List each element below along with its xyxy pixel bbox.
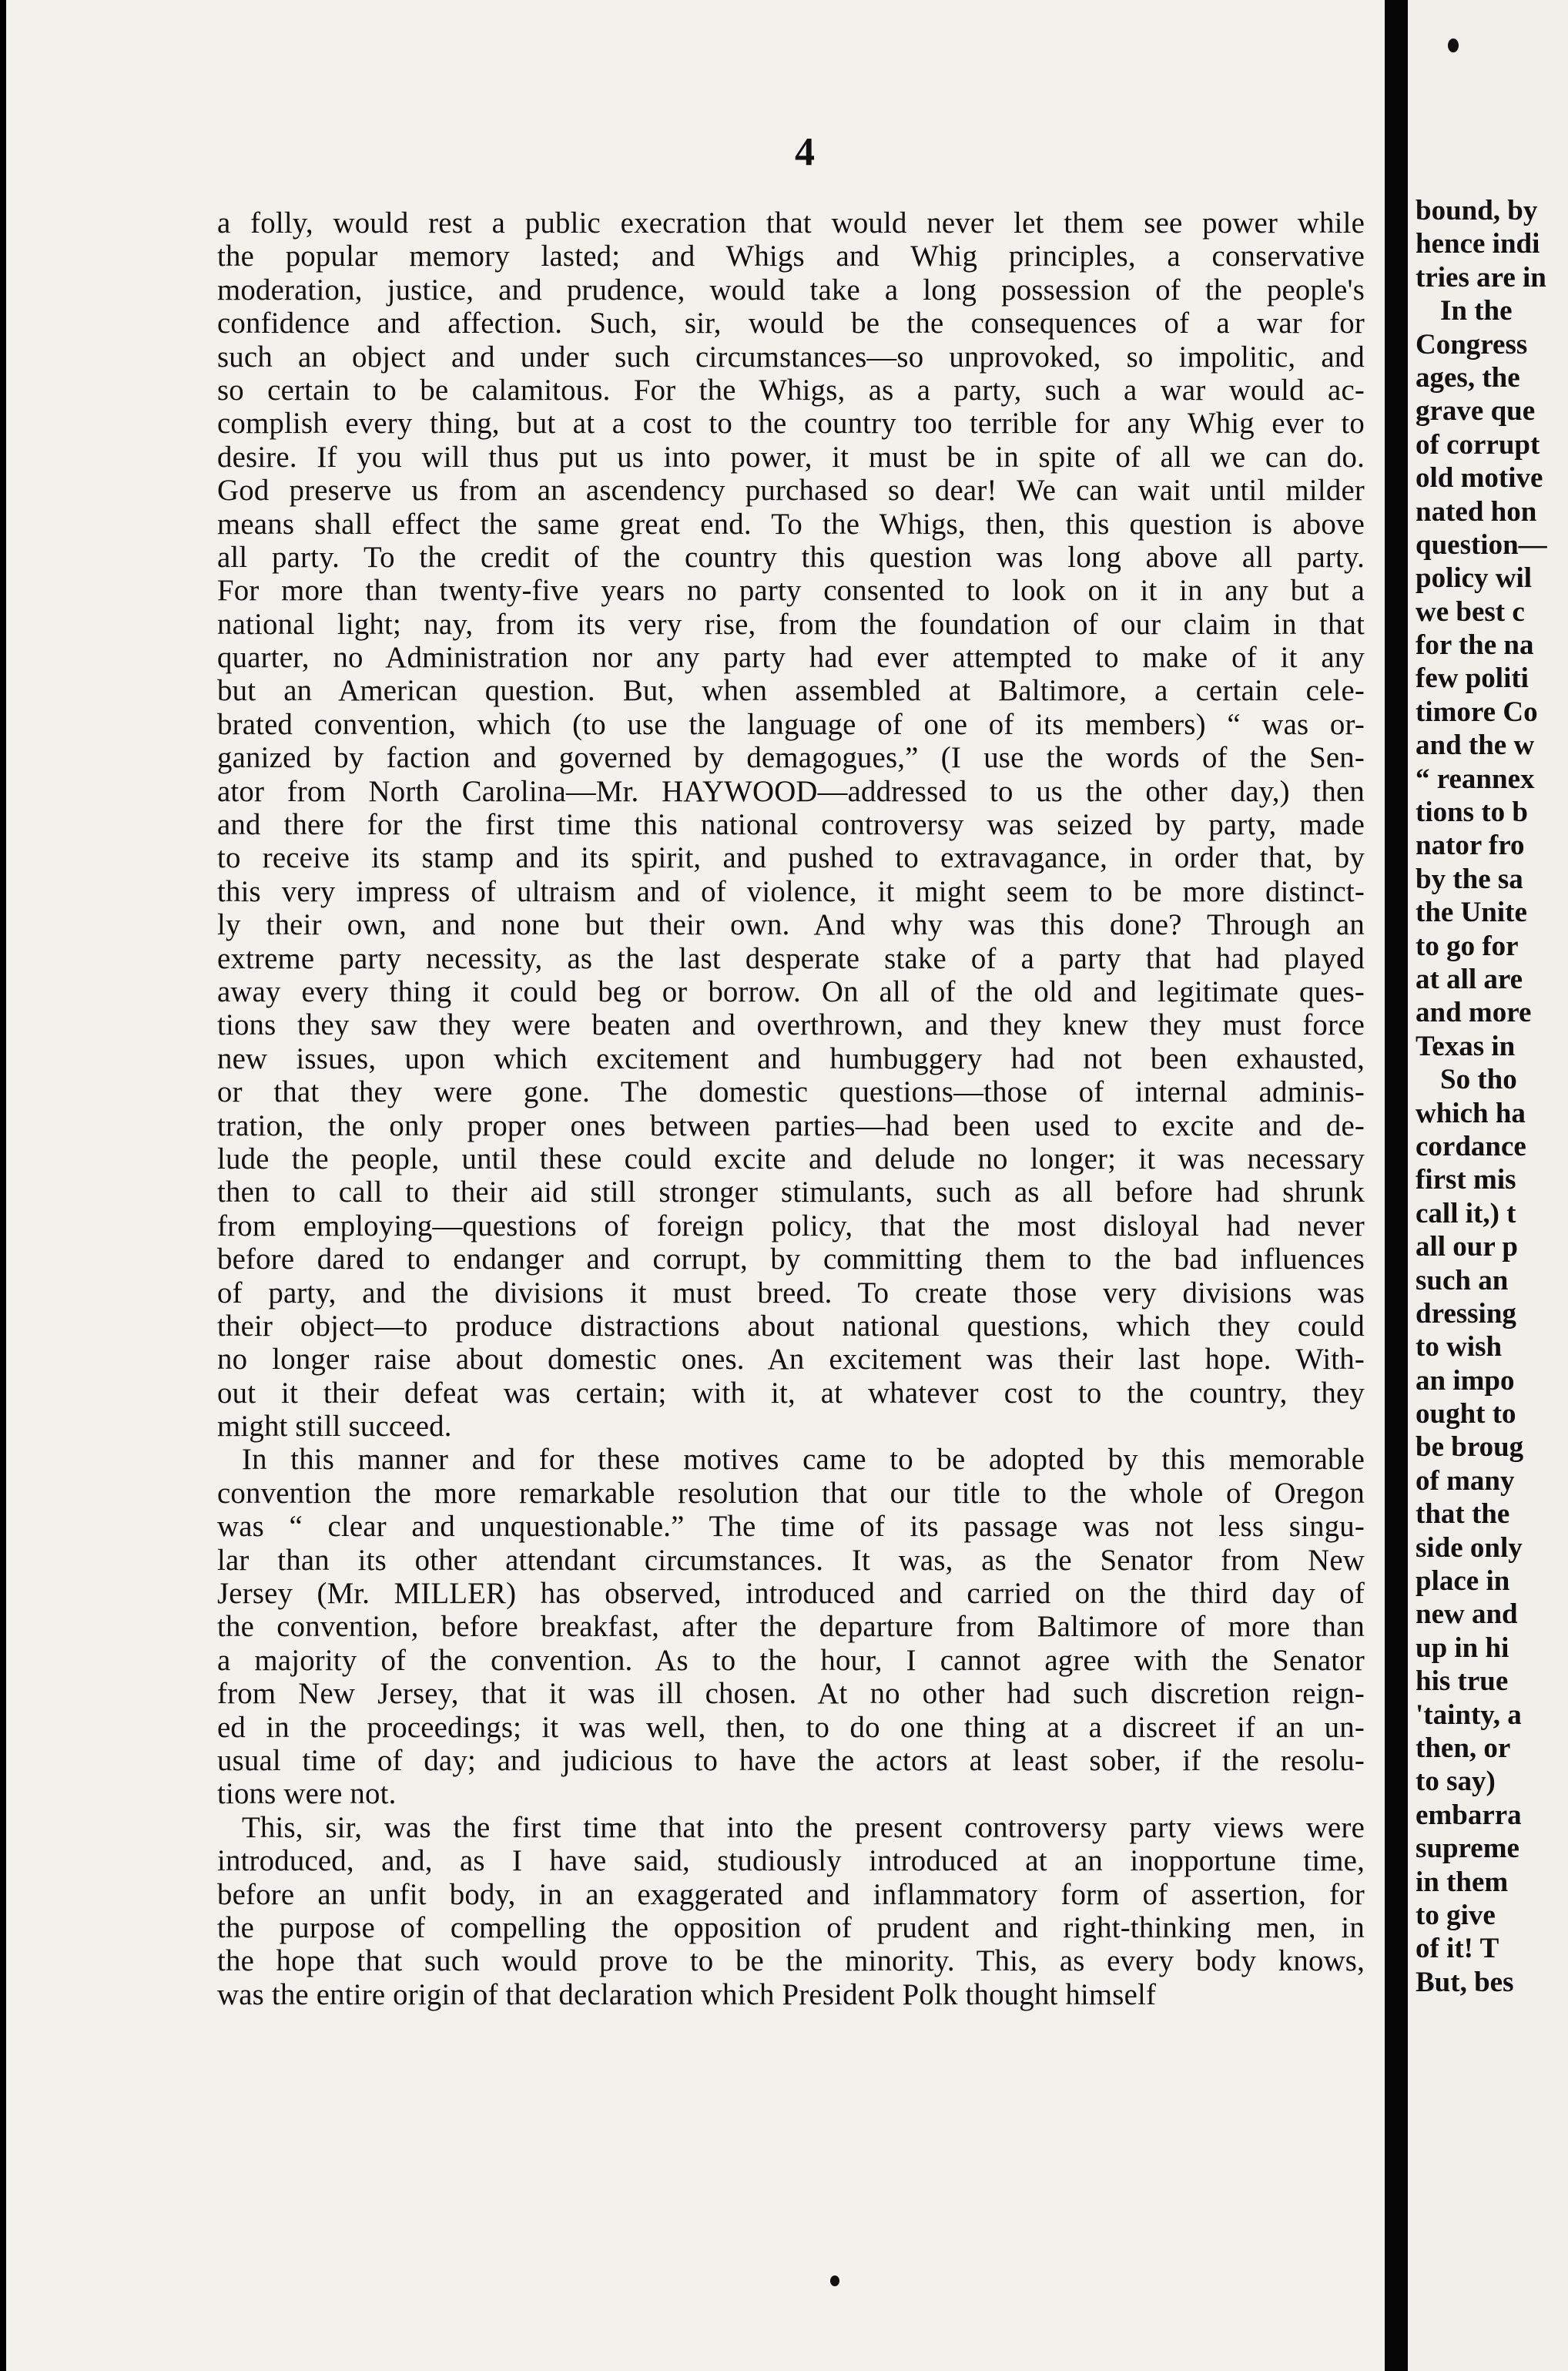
text-line: might still succeed. [217,1410,452,1444]
adjacent-text-line: So tho [1440,1064,1517,1096]
adjacent-text-line: 'tainty, a [1416,1699,1522,1731]
adjacent-text-line: nated hon [1416,495,1537,528]
text-line: a folly, would rest a public execration that would never let them see power while [217,206,1365,240]
text-line: lar than its other attendant circumstances. It was, as the Senator from New [217,1543,1365,1577]
text-line: but an American question. But, when assembled at Baltimore, a certain cele- [217,674,1365,708]
adjacent-text-line: few politi [1416,662,1529,695]
text-line: was the entire origin of that declaration which President Polk thought himself [217,1977,1157,2011]
adjacent-text-line: and more [1416,997,1532,1029]
adjacent-text-line: old motive [1416,462,1543,495]
text-line: this very impress of ultraism and of violence, it might seem to be more distinct- [217,874,1365,908]
adjacent-text-line: first mis [1416,1164,1516,1196]
adjacent-text-line: then, or [1416,1732,1511,1764]
adjacent-text-line: by the sa [1416,863,1523,895]
adjacent-text-line: to give [1416,1899,1496,1931]
text-line: so certain to be calamitous. For the Whigs, as a party, such a war would ac- [217,373,1365,407]
text-line: was “ clear and unquestionable.” The time of its passage was not less singu- [217,1510,1365,1544]
adjacent-text-line: of many [1416,1464,1515,1497]
adjacent-text-line: tries are in [1416,261,1546,293]
text-line: In this manner and for these motives came to be adopted by this memorable [242,1443,1365,1477]
page-number: 4 [795,130,815,174]
adjacent-page-text [1416,194,1568,1999]
text-line: from employing—questions of foreign policy, that the most disloyal had never [217,1209,1365,1243]
ink-speck [1448,39,1459,52]
adjacent-text-line: of corrupt [1416,428,1540,461]
text-line: convention the more remarkable resolution that our title to the whole of Oregon [217,1476,1365,1510]
page-gutter [1385,0,1408,2371]
text-line: complish every thing, but at a cost to the country too terrible for any Whig ever to [217,407,1365,441]
text-line: Jersey (Mr. MILLER) has observed, introduced and carried on the third day of [217,1577,1365,1611]
text-line: confidence and affection. Such, sir, would be the consequences of a war for [217,307,1365,340]
text-line: tions they saw they were beaten and overthrown, and they knew they must force [217,1008,1365,1042]
text-line: the convention, before breakfast, after the departure from Baltimore of more than [217,1610,1365,1644]
adjacent-text-line: Texas in [1416,1030,1516,1062]
adjacent-text-line: for the na [1416,629,1534,662]
text-line: ly their own, and none but their own. And why was this done? Through an [217,908,1365,942]
text-line: ator from North Carolina—Mr. HAYWOOD—addressed to us the other day,) then [217,774,1365,808]
adjacent-text-line: new and [1416,1598,1518,1631]
adjacent-text-line: we best c [1416,595,1525,628]
text-line: of party, and the divisions it must breed. To create those very divisions was [217,1276,1365,1310]
text-line: ed in the proceedings; it was well, then, to do one thing at a discreet if an un- [217,1710,1365,1744]
text-line: or that they were gone. The domestic questions—those of internal adminis- [217,1075,1365,1109]
adjacent-text-line: In the [1440,295,1513,327]
adjacent-text-line: bound, by [1416,195,1538,226]
adjacent-text-line: But, bes [1416,1966,1514,1998]
text-line: national light; nay, from its very rise, from the foundation of our claim in that [217,607,1365,641]
text-line: ganized by faction and governed by demagogues,” (I use the words of the Sen- [217,741,1365,775]
text-line: brated convention, which (to use the language of one of its members) “ was or- [217,707,1365,741]
text-line: no longer raise about domestic ones. An excitement was their last hope. With- [217,1343,1365,1377]
text-line: such an object and under such circumstances—so unprovoked, so impolitic, and [217,340,1365,374]
adjacent-text-line: such an [1416,1264,1509,1296]
adjacent-text-line: to wish [1416,1331,1503,1363]
adjacent-text-line: that the [1416,1498,1510,1531]
adjacent-text-line: and the w [1416,729,1535,762]
main-text-column [217,206,1365,2011]
adjacent-text-line: be broug [1416,1431,1524,1464]
ink-speck [830,2275,839,2286]
text-line: new issues, upon which excitement and humbuggery had not been exhausted, [217,1041,1365,1075]
adjacent-text-line: the Unite [1416,897,1527,929]
adjacent-text-line: policy wil [1416,562,1533,595]
text-line: extreme party necessity, as the last desperate stake of a party that had played [217,941,1365,975]
text-line: moderation, justice, and prudence, would take a long possession of the people's [217,273,1365,307]
adjacent-text-line: hence indi [1416,228,1540,260]
adjacent-text-line: cordance [1416,1130,1526,1162]
text-line: to receive its stamp and its spirit, and pushed to extravagance, in order that, by [217,841,1365,875]
text-line: This, sir, was the first time that into the present controversy party views were [242,1810,1365,1844]
text-line: away every thing it could beg or borrow. On all of the old and legitimate ques- [217,974,1365,1008]
text-line: usual time of day; and judicious to have the actors at least sober, if the resolu- [217,1743,1365,1777]
adjacent-text-line: all our p [1416,1231,1518,1263]
adjacent-text-line: side only [1416,1531,1523,1564]
adjacent-text-line: dressing [1416,1297,1516,1330]
adjacent-text-line: ought to [1416,1398,1516,1430]
adjacent-text-line: supreme [1416,1833,1519,1865]
text-line: a majority of the convention. As to the hour, I cannot agree with the Senator [217,1643,1365,1677]
adjacent-text-line: Congress [1416,328,1528,361]
adjacent-text-line: his true [1416,1665,1509,1698]
text-line: quarter, no Administration nor any party had ever attempted to make of it any [217,641,1365,675]
adjacent-text-line: grave que [1416,395,1536,428]
text-line: the popular memory lasted; and Whigs and Whig principles, a conservative [217,240,1365,273]
text-line: all party. To the credit of the country this question was long above all party. [217,540,1365,574]
text-line: desire. If you will thus put us into power, it must be in spite of all we can do. [217,440,1365,474]
text-line: For more than twenty-five years no party consented to look on it in any but a [217,574,1365,608]
text-line: out it their defeat was certain; with it, at whatever cost to the country, they [217,1376,1365,1410]
text-line: lude the people, until these could excite and delude no longer; it was necessary [217,1142,1365,1175]
adjacent-text-line: at all are [1416,963,1523,995]
text-line: before an unfit body, in an exaggerated and inflammatory form of assertion, for [217,1877,1365,1911]
adjacent-text-line: timore Co [1416,696,1538,728]
text-line: and there for the first time this national controversy was seized by party, made [217,808,1365,842]
adjacent-text-line: to go for [1416,930,1519,962]
adjacent-text-line: in them [1416,1866,1509,1898]
adjacent-text-line: “ reannex [1416,763,1535,795]
text-line: before dared to endanger and corrupt, by committing them to the bad influences [217,1243,1365,1276]
adjacent-text-line: an impo [1416,1364,1515,1397]
text-line: tions were not. [217,1777,397,1811]
adjacent-text-line: up in hi [1416,1632,1509,1664]
adjacent-text-line: question— [1416,528,1547,561]
text-line: tration, the only proper ones between parties—had been used to excite and de- [217,1108,1365,1142]
adjacent-text-line: embarra [1416,1799,1522,1831]
adjacent-text-line: place in [1416,1565,1510,1598]
text-line: means shall effect the same great end. To the Whigs, then, this question is above [217,507,1365,541]
adjacent-text-line: to say) [1416,1766,1496,1798]
adjacent-text-line: ages, the [1416,361,1520,394]
text-line: then to call to their aid still stronger stimulants, such as all before had shrunk [217,1175,1365,1209]
text-line: God preserve us from an ascendency purchased so dear! We can wait until milder [217,474,1365,508]
text-line: from New Jersey, that it was ill chosen. At no other had such discretion reign- [217,1677,1365,1711]
adjacent-text-line: which ha [1416,1097,1526,1129]
text-line: the purpose of compelling the opposition of prudent and right-thinking men, in [217,1910,1365,1944]
adjacent-text-line: of it! T [1416,1933,1499,1965]
text-line: introduced, and, as I have said, studiously introduced at an inopportune time, [217,1844,1365,1878]
adjacent-text-line: tions to b [1416,796,1528,829]
adjacent-text-line: nator fro [1416,830,1525,862]
text-line: the hope that such would prove to be the minority. This, as every body knows, [217,1944,1365,1978]
text-line: their object—to produce distractions about national questions, which they could [217,1309,1365,1343]
adjacent-text-line: call it,) t [1416,1197,1516,1229]
